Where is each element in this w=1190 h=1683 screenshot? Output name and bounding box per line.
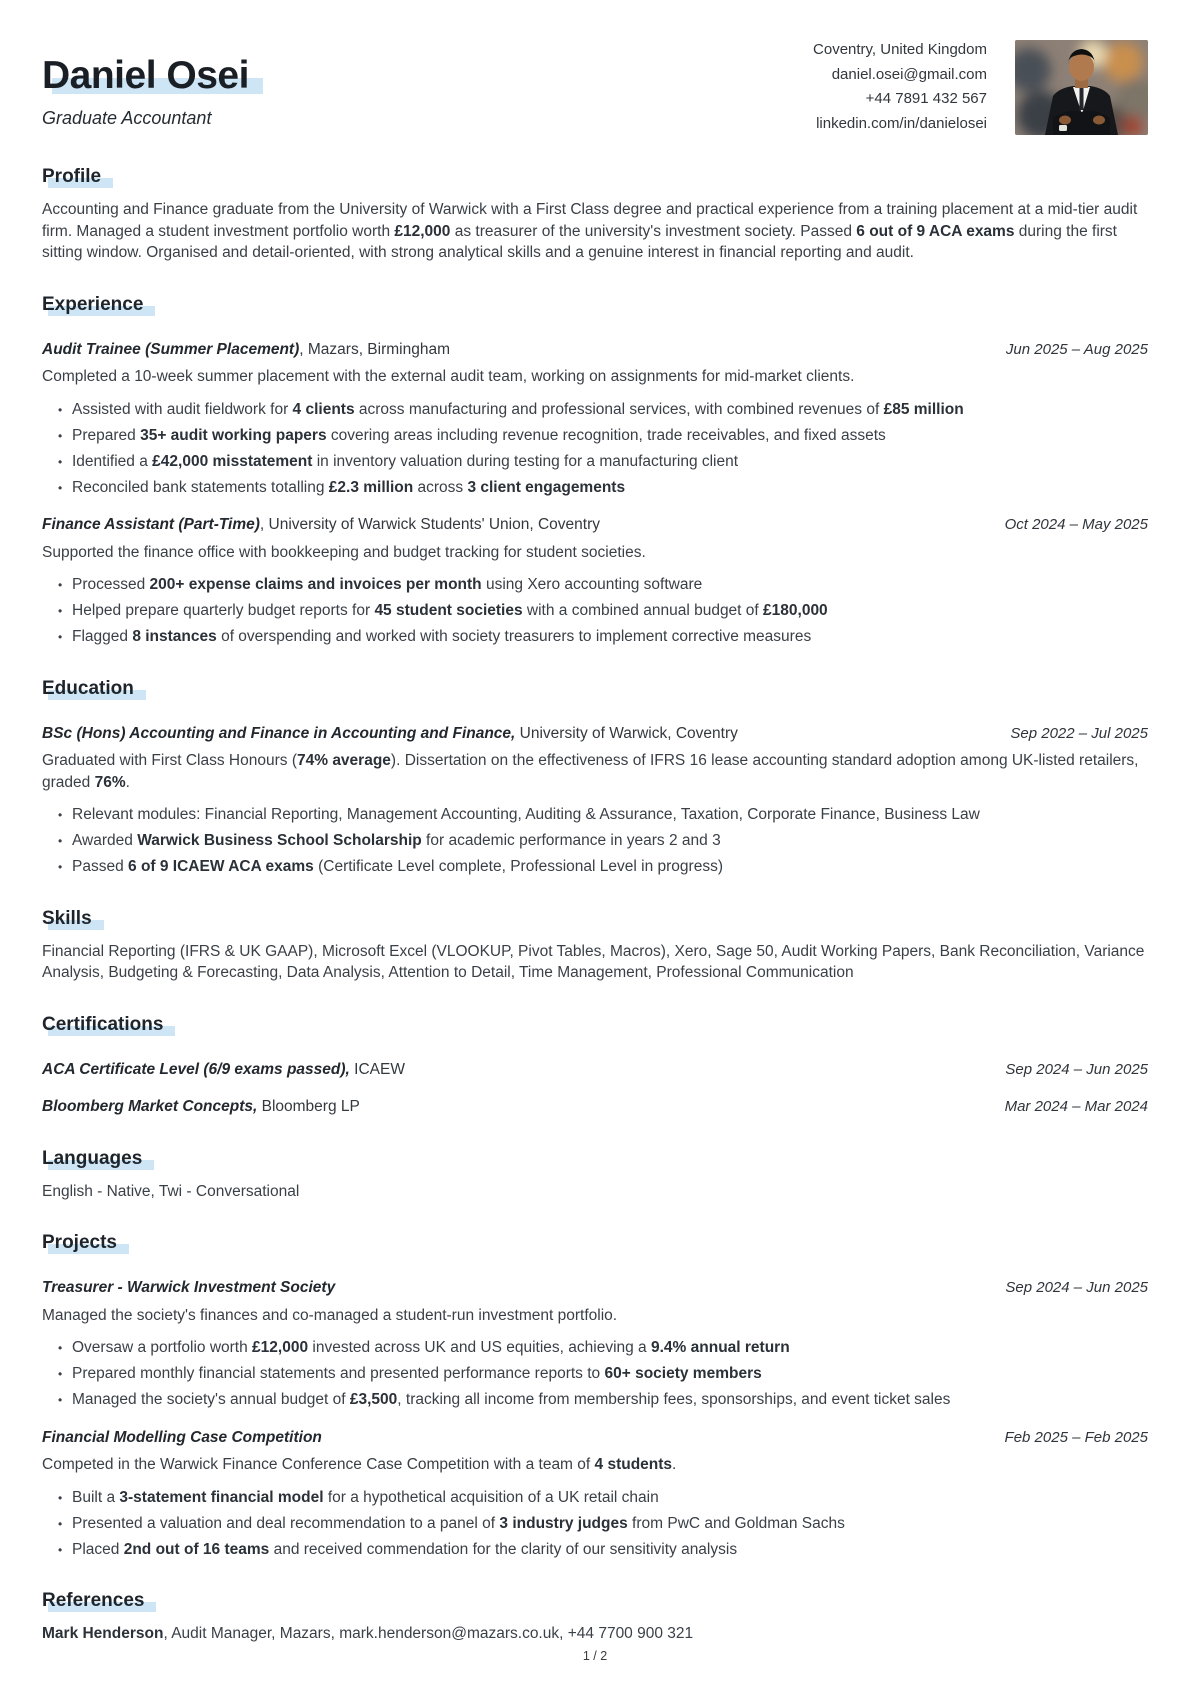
section-heading: Projects: [42, 1232, 117, 1253]
section-paragraph: English - Native, Twi - Conversational: [42, 1182, 300, 1200]
section-paragraph: Accounting and Finance graduate from the University of Warwick with a First Class degree and practical experience from a training placement at a mid-tier audit firm. Managed a student investment portfolio worth £12,000 as treasurer of the university's investment society. Passed 6 out of 9 ACA exams during the first sitting window. Organised and detail-oriented, with strong analytical skills and a genuine interest in financial reporting and audit.: [42, 201, 1138, 261]
entry-bullets: [42, 399, 1148, 499]
entry-title-line: [42, 1277, 335, 1299]
entry-title: Audit Trainee (Summer Placement): [42, 340, 300, 358]
section-body: [42, 1059, 1148, 1118]
section-certifications: [42, 1013, 1148, 1118]
page-indicator: 1 / 2: [582, 1648, 608, 1663]
section-body: [42, 1623, 1148, 1645]
entry-header: [42, 1277, 1148, 1299]
entry-title-line: [42, 1096, 360, 1118]
bullet-item: • Helped prepare quarterly budget reports for 45 student societies with a combined annual budget of £180,000: [58, 600, 1148, 622]
entry-organisation: , Mazars, Birmingham: [299, 340, 450, 358]
entry-date: Sep 2024 – Jun 2025: [1005, 1279, 1148, 1296]
bullet-item: • Assisted with audit fieldwork for 4 clients across manufacturing and professional services, with combined revenues of £85 million: [58, 399, 1148, 421]
section-heading: References: [42, 1590, 145, 1611]
bullet-item: • Processed 200+ expense claims and invoices per month using Xero accounting software: [58, 574, 1148, 596]
section-body: [42, 723, 1148, 878]
entry-header: [42, 1059, 1148, 1081]
bullet-item: • Built a 3-statement financial model for a hypothetical acquisition of a UK retail chain: [58, 1487, 1148, 1509]
bullet-item: • Presented a valuation and deal recommendation to a panel of 3 industry judges from PwC and Goldman Sachs: [58, 1513, 1148, 1535]
entry-date: Oct 2024 – May 2025: [1004, 516, 1148, 533]
section-body: [42, 199, 1148, 264]
candidate-name: Daniel Osei: [42, 54, 249, 97]
entry-title: Treasurer - Warwick Investment Society: [42, 1279, 336, 1296]
entry: [42, 1277, 1148, 1411]
entry-title-line: [42, 723, 738, 745]
bullet-item: • Managed the society's annual budget of £3,500, tracking all income from membership fees, sponsorships, and event ticket sales: [58, 1389, 1148, 1411]
entry-title-line: [42, 514, 600, 536]
entry-bullets: [42, 1487, 1148, 1561]
entry-title-line: [42, 339, 450, 361]
entry-title: Bloomberg Market Concepts,: [42, 1098, 258, 1115]
contact-phone: +44 7891 432 567: [865, 90, 987, 107]
section-heading: Profile: [42, 166, 102, 187]
entry-title-line: [42, 1427, 322, 1449]
entry-date: Sep 2022 – Jul 2025: [1010, 724, 1148, 742]
entry: [42, 1096, 1148, 1118]
bullet-item: • Reconciled bank statements totalling £2.3 million across 3 client engagements: [58, 477, 1148, 499]
entry-summary: Supported the finance office with bookkeeping and budget tracking for student societies.: [42, 543, 646, 561]
section-education: [42, 677, 1148, 878]
entry-organisation: , University of Warwick Students' Union, Coventry: [259, 516, 600, 533]
section-experience: [42, 293, 1148, 648]
entry-header: [42, 1427, 1148, 1449]
entry-summary: Graduated with First Class Honours (74% average). Dissertation on the effectiveness of IFRS 16 lease accounting standard adoption among UK-listed retailers, graded 76%.: [42, 752, 1139, 791]
entry-bullets: [42, 574, 1148, 648]
contact-block: [813, 38, 987, 136]
section-skills: [42, 907, 1148, 984]
entry-organisation: ICAEW: [349, 1060, 405, 1078]
entry-summary: Competed in the Warwick Finance Conference Case Competition with a team of 4 students.: [42, 1456, 677, 1473]
section-body: [42, 1181, 1148, 1203]
entry: [42, 514, 1148, 648]
section-languages: [42, 1147, 1148, 1203]
bullet-item: • Oversaw a portfolio worth £12,000 invested across UK and US equities, achieving a 9.4% annual return: [58, 1337, 1148, 1359]
entry-title: ACA Certificate Level (6/9 exams passed),: [42, 1060, 350, 1078]
contact-location: Coventry, United Kingdom: [813, 41, 987, 58]
identity-block: [42, 36, 249, 130]
section-body: [42, 1277, 1148, 1560]
entry: [42, 1427, 1148, 1561]
entry-date: Feb 2025 – Feb 2025: [1004, 1428, 1148, 1446]
entry: [42, 1059, 1148, 1081]
header-right: [813, 36, 1148, 136]
bullet-item: • Flagged 8 instances of overspending and worked with society treasurers to implement corrective measures: [58, 626, 1148, 648]
entry: [42, 339, 1148, 499]
entry-organisation: University of Warwick, Coventry: [515, 724, 738, 742]
entry-summary: Managed the society's finances and co-managed a student-run investment portfolio.: [42, 1306, 618, 1324]
bullet-item: • Prepared monthly financial statements and presented performance reports to 60+ society members: [58, 1363, 1148, 1385]
entry-header: [42, 723, 1148, 745]
section-profile: [42, 165, 1148, 264]
section-heading: Skills: [42, 907, 92, 929]
bullet-item: • Passed 6 of 9 ICAEW ACA exams (Certificate Level complete, Professional Level in progress): [58, 856, 1148, 878]
contact-linkedin: linkedin.com/in/danielosei: [816, 114, 987, 132]
section-heading: Education: [42, 677, 134, 699]
entry-date: Sep 2024 – Jun 2025: [1005, 1060, 1148, 1078]
contact-email: daniel.osei@gmail.com: [831, 65, 987, 83]
section-paragraph: Mark Henderson, Audit Manager, Mazars, mark.henderson@mazars.co.uk, +44 7700 900 321: [42, 1625, 694, 1642]
candidate-title: Graduate Accountant: [42, 108, 212, 128]
section-projects: [42, 1231, 1148, 1560]
entry-title: Finance Assistant (Part-Time): [42, 516, 260, 533]
entry-title: Financial Modelling Case Competition: [42, 1428, 322, 1446]
section-paragraph: Financial Reporting (IFRS & UK GAAP), Microsoft Excel (VLOOKUP, Pivot Tables, Macros), Xero, Sage 50, Audit Working Papers, Bank Reconciliation, Variance Analysis, Budgeting & Forecasting, Data Analysis, Attention to Detail, Time Management, Professional Communication: [42, 942, 1145, 981]
entry-summary: Completed a 10-week summer placement with the external audit team, working on assignments for mid-market clients.: [42, 368, 855, 385]
entry: [42, 723, 1148, 878]
bullet-item: • Awarded Warwick Business School Scholarship for academic performance in years 2 and 3: [58, 830, 1148, 852]
entry-header: [42, 339, 1148, 361]
entry-header: [42, 1096, 1148, 1118]
sections: [42, 165, 1148, 1645]
section-body: [42, 339, 1148, 648]
section-references: [42, 1589, 1148, 1645]
bullet-item: • Identified a £42,000 misstatement in inventory valuation during testing for a manufacturing client: [58, 451, 1148, 473]
entry-bullets: [42, 804, 1148, 878]
profile-photo: [1015, 40, 1148, 135]
bullet-item: • Prepared 35+ audit working papers covering areas including revenue recognition, trade receivables, and fixed assets: [58, 425, 1148, 447]
bullet-item: • Relevant modules: Financial Reporting, Management Accounting, Auditing & Assurance, Taxation, Corporate Finance, Business Law: [58, 804, 1148, 826]
section-heading: Experience: [42, 293, 144, 315]
section-heading: Certifications: [42, 1013, 164, 1035]
section-heading: Languages: [42, 1147, 143, 1169]
entry-title-line: [42, 1059, 405, 1081]
resume-header: [42, 36, 1148, 136]
entry-bullets: [42, 1337, 1148, 1411]
entry-date: Mar 2024 – Mar 2024: [1004, 1098, 1148, 1115]
entry-date: Jun 2025 – Aug 2025: [1005, 340, 1148, 358]
entry-header: [42, 514, 1148, 536]
bullet-item: • Placed 2nd out of 16 teams and received commendation for the clarity of our sensitivity analysis: [58, 1539, 1148, 1561]
section-body: [42, 941, 1148, 984]
entry-organisation: Bloomberg LP: [257, 1098, 360, 1115]
entry-title: BSc (Hons) Accounting and Finance in Accounting and Finance,: [42, 724, 516, 742]
